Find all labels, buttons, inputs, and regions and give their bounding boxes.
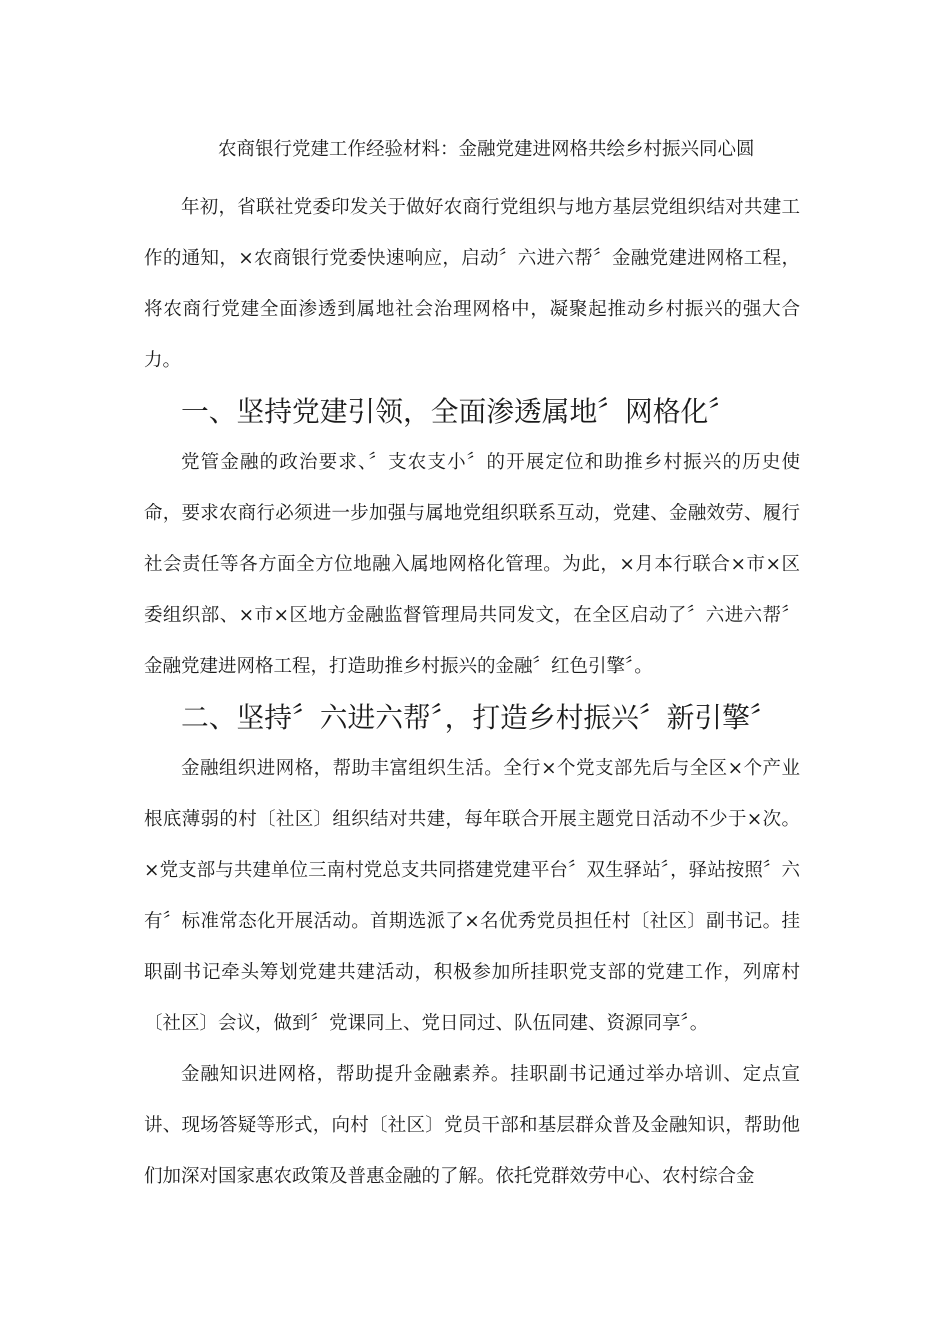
section-1-heading: 一、坚持党建引领，全面渗透属地〞网格化〞 (181, 395, 737, 428)
section-1-paragraph: 党管金融的政治要求、〞支农支小〞的开展定位和助推乡村振兴的历史使命，要求农商行必须进一步加强与属地党组织联系互动，党建、金融效劳、履行社会责任等各方面全方位地融入属地网格化管理。为此，×月本行联合×市×区委组织部、×市×区地方金融监督管理局共同发文，在全区启动了〞六进六帮〞金融党建进网格工程，打造助推乡村振兴的金融〞红色引擎〞。 (144, 452, 800, 677)
section-2-paragraph-knowledge: 金融知识进网格，帮助提升金融素养。挂职副书记通过举办培训、定点宣讲、现场答疑等形式，向村〔社区〕党员干部和基层群众普及金融知识，帮助他们加深对国家惠农政策及普惠金融的了解。依托党群效劳中心、农村综合金 (144, 1064, 800, 1187)
document-body (144, 182, 800, 1202)
intro-paragraph: 年初，省联社党委印发关于做好农商行党组织与地方基层党组织结对共建工作的通知，×农商银行党委快速响应，启动〞六进六帮〞金融党建进网格工程，将农商行党建全面渗透到属地社会治理网格中，凝聚起推动乡村振兴的强大合力。 (144, 197, 800, 371)
section-2-paragraph-organization: 金融组织进网格，帮助丰富组织生活。全行×个党支部先后与全区×个产业根底薄弱的村〔社区〕组织结对共建，每年联合开展主题党日活动不少于×次。×党支部与共建单位三南村党总支共同搭建党建平台〞双生驿站〞，驿站按照〞六有〞标准常态化开展活动。首期选派了×名优秀党员担任村〔社区〕副书记。挂职副书记牵头筹划党建共建活动，积极参加所挂职党支部的党建工作，列席村〔社区〕会议，做到〞党课同上、党日同过、队伍同建、资源同享〞。 (144, 758, 800, 1034)
document-title: 农商银行党建工作经验材料：金融党建进网格共绘乡村振兴同心圆 (218, 139, 755, 160)
section-2-heading: 二、坚持〞六进六帮〞，打造乡村振兴〞新引擎〞 (181, 701, 778, 734)
